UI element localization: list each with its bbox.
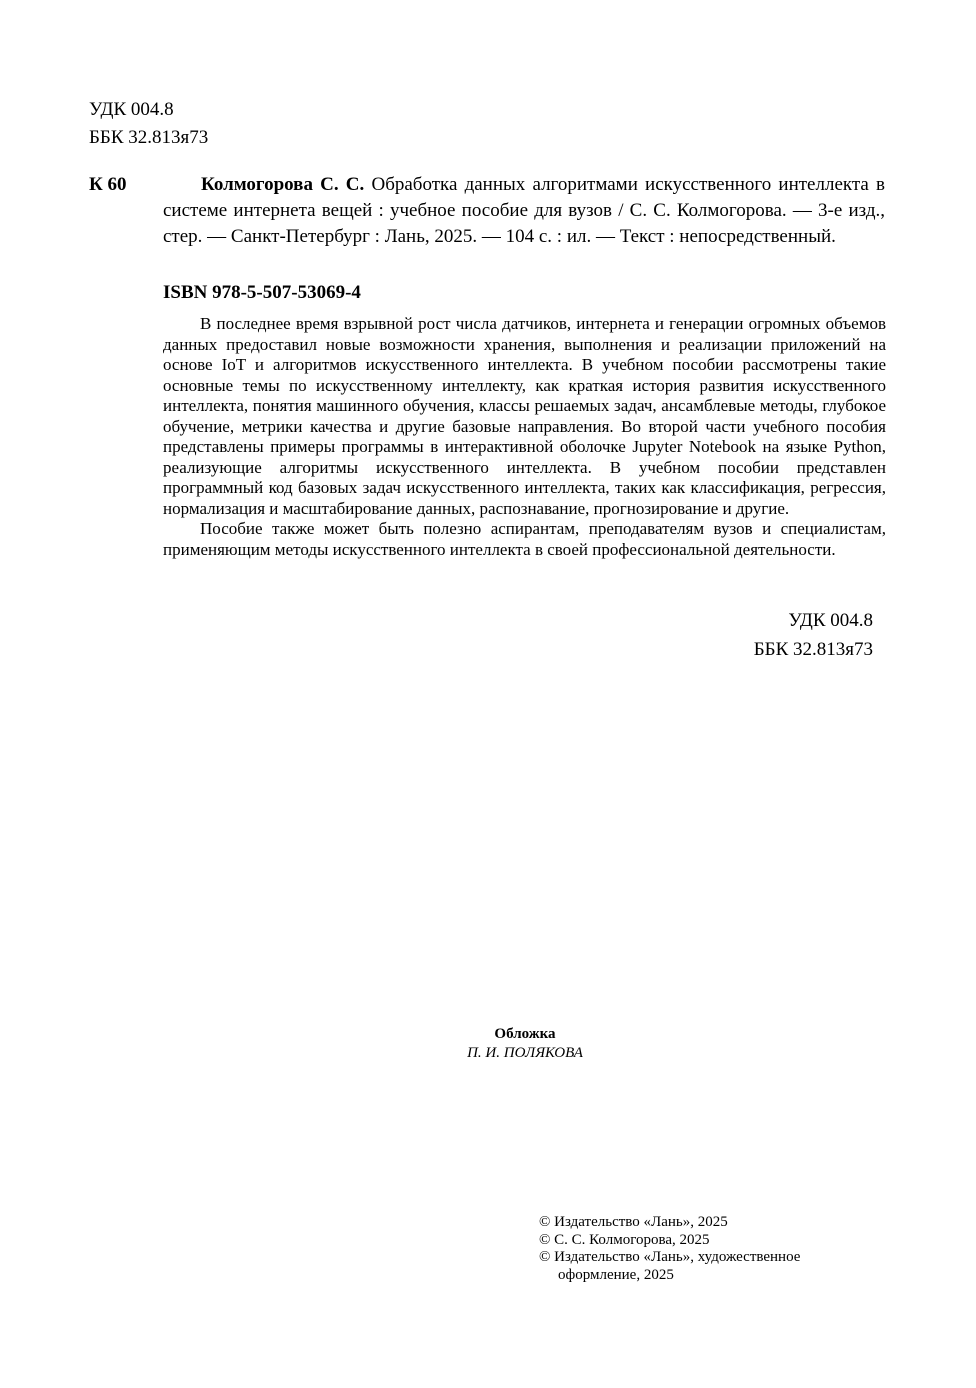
cover-credit [400, 1025, 650, 1063]
udk-code: УДК 004.8 [89, 99, 174, 120]
copyright-line: © С. С. Колмогорова, 2025 [539, 1231, 710, 1248]
bibliographic-record [163, 172, 885, 250]
cover-label: Обложка [494, 1026, 556, 1042]
author-mark: К 60 [89, 174, 127, 195]
annotation-paragraph: В последнее время взрывной рост числа датчиков, интернета и генерации огромных объемов данных предоставил новые возможности хранения, выполнения и реализации приложений на основе IoT и алгоритмов искусственного интеллекта. В учебном пособии рассмотрены такие основные темы по искусственному интеллекту, как краткая история развития искусственного интеллекта, понятия машинного обучения, классы решаемых задач, ансамблевые методы, глубокое обучение, метрики качества и другие базовые направления. Во второй части учебного пособия представлены примеры программы в интерактивной оболочке Jupyter Notebook на языке Python, реализующие алгоритмы искусственного интеллекта. В учебном пособии представлен программный код базовых задач искусственного интеллекта, таких как классификация, регрессия, нормализация и масштабирование данных, распознавание, прогнозирование и другие. [163, 314, 886, 518]
bibliographic-description: Обработка данных алгоритмами искусственного интеллекта в системе интернета вещей : учебное пособие для вузов / С. С. Колмогорова. — 3-е изд., стер. — Санкт-Петербург : Лань, 2025. — 104 с. : ил. — Текст : непосредственный. [163, 174, 885, 247]
bbk-code: ББК 32.813я73 [89, 127, 209, 148]
copyright-line: © Издательство «Лань», художественное [539, 1249, 801, 1265]
udk-code: УДК 004.8 [788, 610, 873, 631]
classification-codes-top [89, 96, 208, 152]
author-name: Колмогорова С. С. [201, 174, 365, 195]
isbn: ISBN 978-5-507-53069-4 [163, 282, 361, 303]
copyright-block [539, 1214, 859, 1284]
copyright-line-continuation: оформление, 2025 [558, 1266, 674, 1283]
copyright-line: © Издательство «Лань», 2025 [539, 1214, 728, 1230]
classification-codes-bottom [754, 606, 873, 664]
annotation-paragraph: Пособие также может быть полезно аспирантам, преподавателям вузов и специалистам, применяющим методы искусственного интеллекта в своей профессиональной деятельности. [163, 519, 886, 559]
annotation [163, 314, 886, 560]
bbk-code: ББК 32.813я73 [753, 639, 873, 660]
cover-designer: П. И. ПОЛЯКОВА [467, 1045, 583, 1061]
